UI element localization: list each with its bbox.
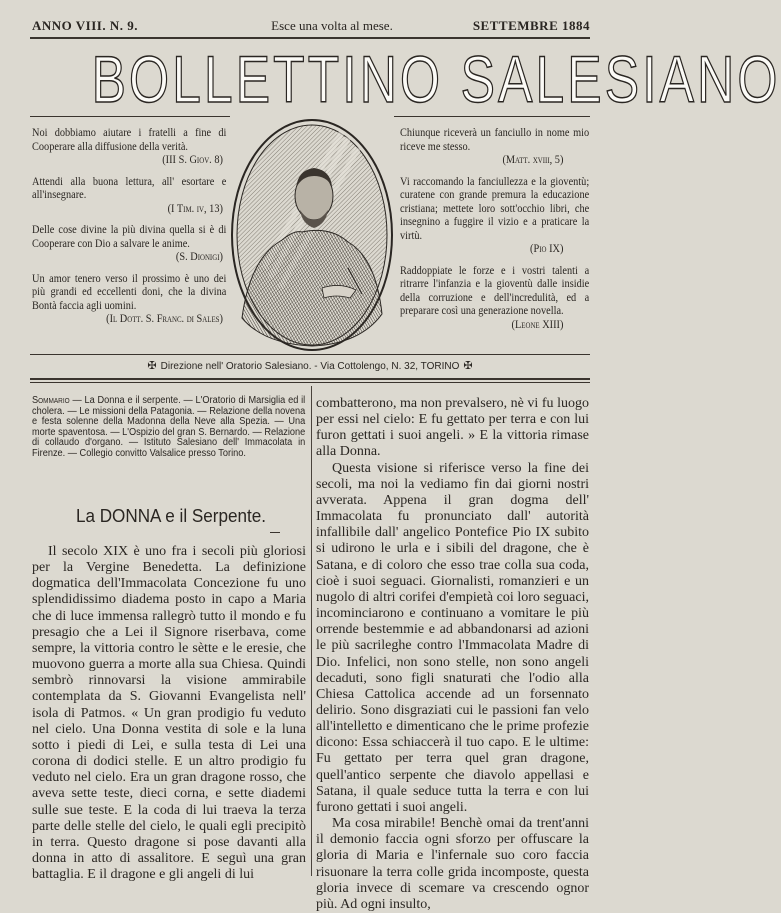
address-text: Direzione nell' Oratorio Salesiano. - Via Cottolengo, N. 32, TORINO	[160, 361, 460, 372]
address-rule-bottom	[30, 378, 590, 380]
portrait-medallion	[230, 118, 394, 352]
issue-header	[32, 18, 590, 34]
quote-text: Vi raccomando la fanciullezza e la gioventù; curatene con grande premura la educazione cristiana; mettete loro sott'occhio libri, che insegnino a fuggire il vizio e a praticare la virtù.	[400, 173, 590, 242]
quote-source: (S. Dionigi)	[175, 249, 223, 263]
summary-text: — La Donna e il serpente. — L'Oratorio di Marsiglia ed il cholera. — Le missioni della Patagonia. — Relazione della novena e festa solenne della Madonna della Neve alla Spezia. — Una morte spaventosa. — L'Ospizio del gran S. Bernardo. — Relazione di collaudo d'organo. — Istituto Salesiano dell' Immacolata in Firenze. — Collegio convitto Valsalice presso Torino.	[32, 395, 306, 459]
article-paragraph: combatterono, ma non prevalsero, nè vi fu luogo per essi nel cielo: E fu gettato per terra e con lui furon gettati i suoi angeli. » E la vittoria rimase alla Donna.	[316, 396, 589, 460]
article-paragraph: Ma cosa mirabile! Benchè omai da trent'anni il demonio faccia ogni sforzo per offuscare la gloria di Maria e l'infernale suo coro faccia risuonare la terra colle grida incomposte, questa gloria invece di scemare va crescendo ognor più. Ad ogni insulto,	[316, 816, 589, 912]
title-underline	[270, 532, 280, 533]
header-rule	[30, 37, 590, 39]
summary-box	[32, 396, 305, 459]
address-rule-top	[30, 354, 590, 355]
article-title: La DONNA e il Serpente.	[75, 506, 267, 526]
address-rule-bottom-2	[30, 382, 590, 383]
masthead-rule	[30, 116, 230, 117]
issue-date: SETTEMBRE 1884	[472, 18, 590, 33]
quote-text: Raddoppiate le forze e i vostri talenti a ritrarre l'infanzia e la gioventù dalle insidie della corruzione e dell'incredulità, ed a preparare così una generazione novella.	[400, 262, 590, 317]
quote-source: (Leone XIII)	[511, 316, 564, 331]
quote-text: Delle cose divine la più divina quella si è di Cooperare con Dio a salvare le anime.	[32, 222, 227, 250]
quote-text: Un amor tenero verso il prossimo è uno dei più grandi ed eccellenti doni, che la divina Bontà faccia agli uomini.	[32, 270, 227, 312]
masthead-title: BOLLETTINO SALESIANO	[91, 42, 781, 116]
issue-number: ANNO VIII. N. 9.	[32, 18, 138, 33]
quotes-right	[400, 126, 589, 339]
quotes-left	[32, 126, 226, 334]
ornament-icon: ✠	[147, 360, 157, 372]
quote-source: (Matt. xviii, 5)	[502, 152, 564, 166]
quote-source: (III S. Giov. 8)	[162, 152, 223, 166]
article-body-right	[316, 396, 589, 913]
masthead-rule-right	[394, 116, 590, 117]
quote-source: (Pio IX)	[530, 241, 564, 255]
quote-text: Attendi alla buona lettura, all' esortare e all'insegnare.	[32, 173, 227, 201]
article-body-left	[32, 544, 306, 883]
article-paragraph: Il secolo XIX è uno fra i secoli più gloriosi per la Vergine Benedetta. La definizione dogmatica dell'Immacolata Concezione fu uno splendidissimo diadema posto in capo a Maria che di luce immensa rallegrò tutto il mondo e fu presagio che a Lei il Signore riserbava, come sempre, la vittoria contro le sètte e le eresie, che muovono guerra a morte alla sua Chiesa. Quindi sembrò rinnovarsi la visione ammirabile contemplata da S. Giovanni Evangelista nell' isola di Patmos. « Un gran prodigio fu veduto nel cielo. Una Donna vestita di sole e la luna sotto i piedi di Lei, e sulla testa di Lei una corona di dodici stelle. E un altro prodigio fu veduto nel cielo. Era un gran dragone rosso, che aveva sette teste, dieci corna, e sette diademi sulle sue teste. E la coda di lui traeva la terza parte delle stelle del cielo, le quali egli precipitò in terra. Questo dragone si pose davanti alla donna in atto di assalitore. E seguì una gran battaglia. E il dragone e gli angeli di lui	[32, 544, 306, 883]
issue-frequency: Esce una volta al mese.	[271, 18, 393, 33]
ornament-icon: ✠	[463, 360, 473, 372]
article-paragraph: Questa visione si riferisce verso la fine dei secoli, ma noi la vediamo fin dai giorni nostri avverata. Appena il gran dogma dell' Immacolata fu pronunciato dall' autorità infallibile dall' angelico Pontefice Pio IX subito si udirono le urla e i sibili del dragone, che è Satana, e di coloro che esso trae colla sua coda, cioè i suoi seguaci. Giornalisti, romanzieri e un nugolo di altri corifei d'empietà coi loro seguaci, incominciarono e continuano a vomitare le più orrende bestemmie e ad abbandonarsi ad azioni le più sacrileghe contro l'Immacolata Madre di Dio. Infelici, non sono stelle, non sono angeli decaduti, sono figli snaturati che l'odio alla Chiesa Cattolica accende ad un forsennato delirio. Sono disgraziati cui le passioni fan velo all'intelletto e dimenticano che le prime profezie dicono: Essa schiaccerà il tuo capo. E le ultime: Fu gettato per terra quel gran dragone, quell'antico serpente che diavolo appellasi e Satana, il quale seduce tutta la terra e con lui furono gettati i suoi angeli.	[316, 460, 589, 815]
quote-source: (I Tim. iv, 13)	[167, 200, 223, 215]
quote-text: Chiunque riceverà un fanciullo in nome mio riceve me stesso.	[400, 125, 590, 153]
column-divider	[311, 386, 312, 876]
quote-source: (Il Dott. S. Franc. di Sales)	[106, 311, 223, 325]
quote-text: Noi dobbiamo aiutare i fratelli a fine di Cooperare alla diffusione della verità.	[32, 125, 227, 153]
summary-lead: Sommario	[32, 395, 70, 406]
address-line	[30, 356, 590, 376]
